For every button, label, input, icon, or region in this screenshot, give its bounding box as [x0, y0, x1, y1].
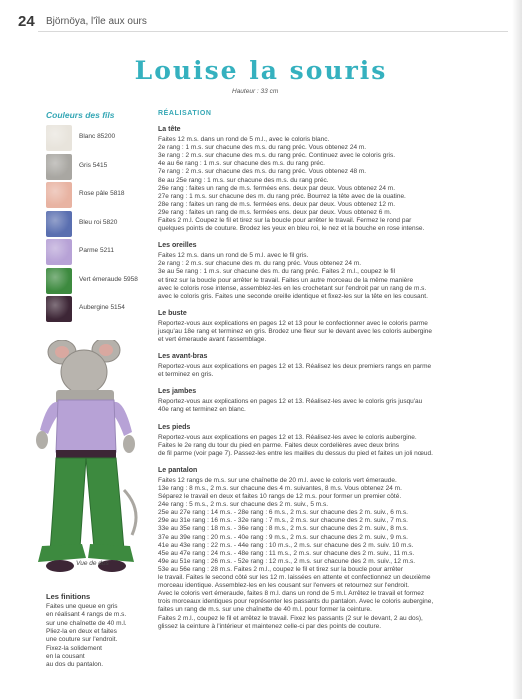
instruction-line: glissez la ceinture à l'intérieur et maintenez celle-ci par des points de couture. — [158, 622, 382, 630]
instruction-line: 29e au 31e rang : 16 m.s. - 32e rang : 7 m.s., 2 m.s. sur chacune des 2 m. suiv., 7 m.s. — [158, 517, 408, 525]
instruction-line: Reportez-vous aux explications en pages 12 et 13. Réalisez les deux premiers rangs en parme — [158, 363, 432, 371]
instruction-line: le travail. Faites le second côté sur les 12 m. laissées en attente et confectionnez un deuxième — [158, 574, 431, 581]
finitions-heading: Les finitions — [46, 592, 91, 601]
instruction-line: 4e au 6e rang : 1 m.s. sur chacune des m.s. du rang préc. — [158, 160, 325, 168]
yarn-swatch — [46, 211, 72, 237]
instruction-line: trois morceaux identiques pour représenter les passants du pantalon. Avec le coloris aubergine, — [158, 598, 434, 606]
instruction-line: 27e rang : 1 m.s. sur chacune des m. du rang préc. Bourrez la tête avec de la ouatine. — [158, 192, 406, 200]
section-heading: La tête — [158, 126, 181, 133]
instruction-line: 3e au 5e rang : 1 m.s. sur chacune des m. du rang préc. Faites 2 m.l., coupez le fil — [158, 268, 396, 276]
instruction-line: 33e au 35e rang : 18 m.s. - 36e rang : 8 m.s., 2 m.s. sur chacune des 2 m. suiv., 8 m.s. — [158, 525, 408, 533]
yarn-color-label: Aubergine 5154 — [79, 304, 125, 311]
instruction-line: Reportez-vous aux explications en pages 12 et 13 pour le confectionner avec le coloris parme — [158, 319, 428, 327]
instruction-line: 26e rang : faites un rang de m.s. fermées ens. deux par deux. Vous obtenez 24 m. — [158, 184, 396, 192]
finitions-line: Faites une queue en gris — [46, 603, 118, 610]
instruction-line: Séparez le travail en deux et faites 10 rangs de 12 m.s. pour former un premier côté. — [158, 493, 402, 500]
finitions-line: Fixez-la solidement — [46, 644, 102, 652]
section-heading: Le buste — [158, 309, 187, 317]
yarn-colors-heading: Couleurs des fils — [46, 110, 115, 120]
instruction-line: 40e rang et terminez en blanc. — [158, 406, 246, 414]
instruction-line: avec le coloris rose intense, assemblez-les en les crochetant sur l'endroit par un rang de m.s. — [158, 284, 427, 292]
yarn-color-label: Rose pâle 5818 — [79, 190, 125, 197]
instruction-line: de fil parme (voir page 7). Passez-les entre les mailles du dessus du pied et faites un joli nœud. — [158, 449, 433, 457]
instruction-line: faites un rang de m.s. sur une chaînette de 40 m.l. pour former la ceinture. — [158, 606, 372, 614]
instruction-line: 53e au 56e rang : 28 m.s. Faites 2 m.l., coupez le fil et tirez sur la boucle pour arrêter — [158, 565, 403, 573]
instruction-line: 45e au 47e rang : 24 m.s. - 48e rang : 11 m.s., 2 m.s. sur chacune des 2 m. suiv., 11 m.s. — [158, 549, 415, 557]
instruction-line: 28e rang : faites un rang de m.s. fermées ens. deux par deux. Vous obtenez 12 m. — [158, 200, 396, 208]
instruction-line: Reportez-vous aux explications en pages 12 et 13. Réalisez-les avec le coloris aubergine. — [158, 433, 417, 441]
finitions-line: au dos du pantalon. — [46, 661, 104, 669]
instruction-line: 25e au 27e rang : 14 m.s. - 28e rang : 6 m.s., 2 m.s. sur chacune des 2 m. suiv., 6 m.s. — [158, 509, 408, 517]
height-label: Hauteur : 33 cm — [232, 88, 279, 95]
instruction-line: 41e au 43e rang : 22 m.s. - 44e rang : 10 m.s., 2 m.s. sur chacune des 2 m. suiv. 10 m.s. — [158, 541, 414, 549]
instruction-line: avec le coloris gris. Faites une seconde oreille identique et fixez-les sur la tête en les cousant. — [158, 292, 428, 300]
finitions-line: en réalisant 4 rangs de m.s. — [46, 611, 127, 619]
instruction-line: Avec le coloris vert émeraude, faites 8 m.l. dans un rond de 5 m.l. Arrêtez le travail et formez — [158, 590, 425, 598]
instruction-line: 2e rang : 2 m.s. sur chacune des m. du rang préc. Vous obtenez 24 m. — [158, 260, 362, 268]
instruction-line: et terminez en gris. — [158, 371, 214, 379]
instruction-line: 8e au 25e rang : 1 m.s. sur chacune des m.s. du rang préc. — [158, 176, 329, 184]
yarn-swatch — [46, 125, 72, 151]
section-heading: Les pieds — [158, 423, 191, 431]
instruction-line: Faites 12 rangs de m.s. sur une chaînette de 20 m.l. avec le coloris vert émeraude. — [158, 476, 397, 484]
yarn-swatch — [46, 182, 72, 208]
instruction-line: et vert émeraude avant l'assemblage. — [158, 336, 267, 343]
yarn-color-label: Parme 5211 — [79, 247, 114, 254]
section-heading: Les avant-bras — [158, 353, 208, 361]
finitions-line: en la cousant — [46, 652, 85, 660]
instruction-line: 3e rang : 2 m.s. sur chacune des m.s. du rang préc. Continuez avec le coloris gris. — [158, 152, 396, 160]
instruction-line: morceau identique. Assemblez-les en les cousant sur l'envers et retournez sur l'endroit. — [158, 582, 410, 590]
instruction-line: 24e rang : 5 m.s., 2 m.s. sur chacune des 2 m. suiv., 5 m.s. — [158, 501, 329, 509]
header-divider — [38, 31, 508, 32]
instruction-line: Faites 2 m.l., coupez le fil et arrêtez le travail. Fixez les passants (2 sur le devant, 2 au dos), — [158, 614, 423, 622]
instruction-line: 13e rang : 8 m.s., 2 m.s. sur chacune des 4 m. suivantes, 8 m.s. Vous obtenez 24 m. — [158, 484, 402, 492]
yarn-swatch — [46, 154, 72, 180]
mouse-doll-illustration — [28, 340, 148, 575]
instruction-line: Faites le 2e rang du tour du pied en parme. Faites deux cordelières avec deux brins — [158, 441, 399, 449]
instruction-line: jusqu'au 18e rang et terminez en gris. Brodez une fleur sur le devant avec les coloris aubergine — [158, 327, 433, 335]
page-number: 24 — [18, 13, 35, 30]
yarn-color-label: Gris 5415 — [79, 161, 108, 169]
page-gutter-shadow — [512, 0, 522, 699]
yarn-swatch — [46, 296, 72, 322]
yarn-swatch — [46, 239, 72, 265]
instruction-line: 49e au 51e rang : 26 m.s. - 52e rang : 12 m.s., 2 m.s. sur chacune des 2 m. suiv., 12 m.s. — [158, 557, 416, 565]
instruction-line: quelques points de couture. Brodez les yeux en bleu roi, le nez et la bouche en rose intense. — [158, 225, 425, 233]
yarn-swatch — [46, 268, 72, 294]
page-title: Louise la souris — [134, 56, 388, 85]
yarn-color-label: Vert émeraude 5958 — [79, 275, 138, 283]
instruction-line: Faites 12 m.s. dans un rond de 5 m.l. avec le fil gris. — [158, 252, 309, 260]
realisation-label: RÉALISATION — [158, 110, 212, 117]
section-heading: Le pantalon — [158, 466, 198, 474]
instruction-line: 37e au 39e rang : 20 m.s. - 40e rang : 9 m.s., 2 m.s. sur chacune des 2 m. suiv., 9 m.s. — [158, 533, 408, 541]
instruction-line: Faites 2 m.l. Coupez le fil et tirez sur la boucle pour arrêter le travail. Fermez le rond par — [158, 217, 412, 224]
figure-caption: Vue de dos — [76, 560, 109, 567]
running-title: Björnöya, l'île aux ours — [46, 16, 147, 27]
instruction-line: 29e rang : faites un rang de m.s. fermées ens. deux par deux. Vous obtenez 6 m. — [158, 208, 392, 216]
finitions-line: Pliez-la en deux et faites — [46, 627, 117, 635]
instruction-line: 7e rang : 2 m.s. sur chacune des m.s. du rang préc. Vous obtenez 48 m. — [158, 168, 367, 176]
finitions-line: une couture sur l'endroit. — [46, 636, 118, 644]
finitions-line: sur une chaînette de 40 m.l. — [46, 619, 127, 627]
section-heading: Les jambes — [158, 388, 197, 396]
instruction-line: 2e rang : 1 m.s. sur chacune des m.s. du rang préc. Vous obtenez 24 m. — [158, 144, 367, 152]
instruction-line: et tirez sur la boucle pour arrêter le travail. Faites un autre morceau de la même manière — [158, 276, 414, 284]
section-heading: Les oreilles — [158, 242, 197, 250]
instruction-line: Faites 12 m.s. dans un rond de 5 m.l., avec le coloris blanc. — [158, 136, 330, 143]
yarn-color-label: Blanc 85200 — [79, 133, 116, 140]
yarn-color-label: Bleu roi 5820 — [79, 218, 118, 226]
instruction-line: Reportez-vous aux explications en pages 12 et 13. Réalisez-les avec le coloris gris jusqu'au — [158, 398, 423, 406]
